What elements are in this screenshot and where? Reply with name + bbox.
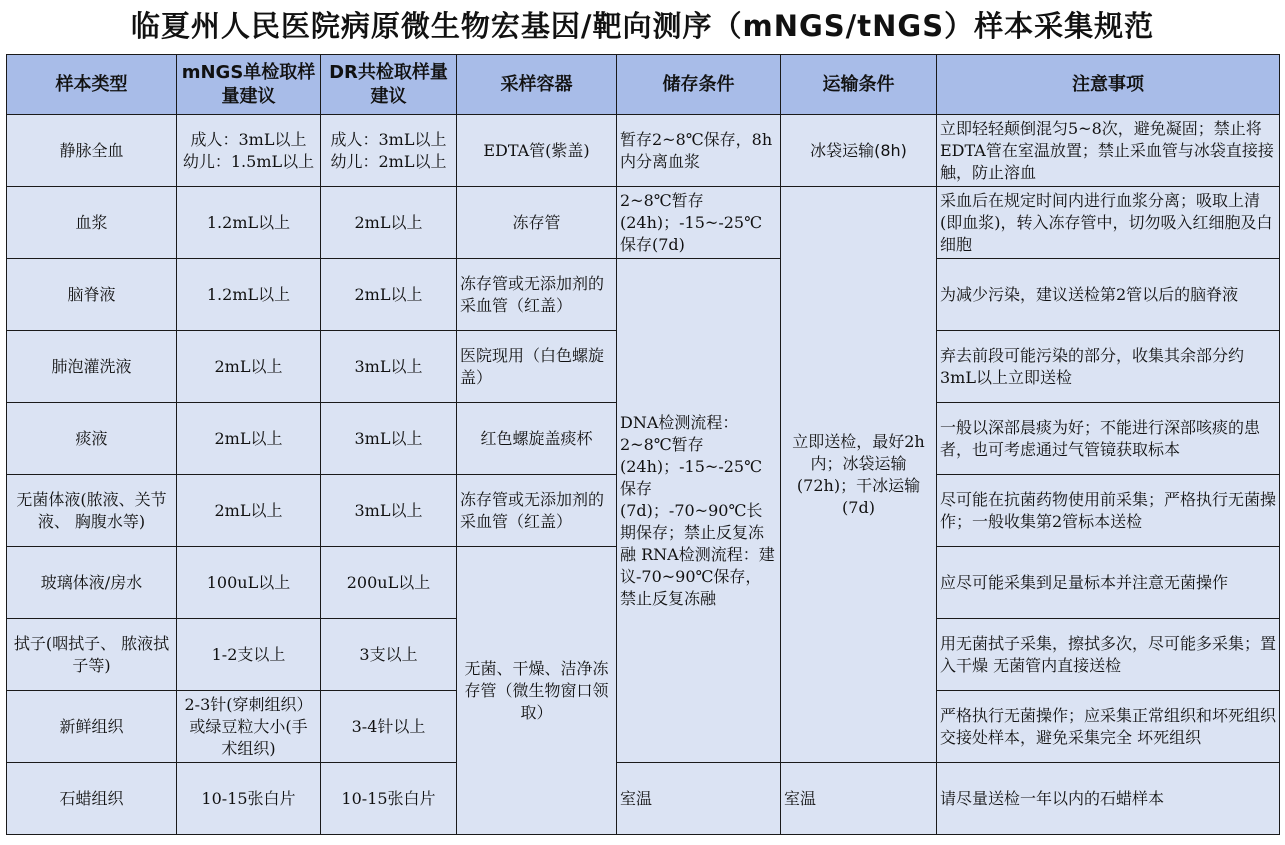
cell-container: EDTA管(紫盖) <box>457 115 617 187</box>
header-storage: 储存条件 <box>617 55 781 115</box>
table-row <box>7 115 1280 187</box>
cell-dr-volume: 2mL以上 <box>321 187 457 259</box>
cell-mngs-volume: 2mL以上 <box>177 331 321 403</box>
header-dr-volume: DR共检取样量建议 <box>321 55 457 115</box>
cell-dr-volume: 2mL以上 <box>321 259 457 331</box>
header-row <box>7 55 1280 115</box>
cell-mngs-volume: 2mL以上 <box>177 403 321 475</box>
cell-sample-type: 肺泡灌洗液 <box>7 331 177 403</box>
cell-container: 医院现用（白色螺旋盖） <box>457 331 617 403</box>
page-title: 临夏州人民医院病原微生物宏基因/靶向测序（mNGS/tNGS）样本采集规范 <box>130 9 1155 43</box>
cell-sample-type: 拭子(咽拭子、 脓液拭子等) <box>7 619 177 691</box>
cell-sample-type: 无菌体液(脓液、关节液、 胸腹水等) <box>7 475 177 547</box>
cell-notes: 请尽量送检一年以内的石蜡样本 <box>937 763 1280 835</box>
cell-mngs-volume: 成人：3mL以上 幼儿：1.5mL以上 <box>177 115 321 187</box>
cell-notes: 一般以深部晨痰为好；不能进行深部咳痰的患者，也可考虑通过气管镜获取标本 <box>937 403 1280 475</box>
cell-dr-volume: 成人：3mL以上 幼儿：2mL以上 <box>321 115 457 187</box>
cell-transport: 室温 <box>781 763 937 835</box>
cell-notes: 为减少污染，建议送检第2管以后的脑脊液 <box>937 259 1280 331</box>
sample-collection-table <box>6 54 1280 835</box>
cell-dr-volume: 3mL以上 <box>321 475 457 547</box>
cell-sample-type: 痰液 <box>7 403 177 475</box>
cell-storage: 2~8℃暂存(24h)；-15~-25℃保存(7d) <box>617 187 781 259</box>
cell-sample-type: 静脉全血 <box>7 115 177 187</box>
cell-mngs-volume: 100uL以上 <box>177 547 321 619</box>
header-container: 采样容器 <box>457 55 617 115</box>
cell-sample-type: 血浆 <box>7 187 177 259</box>
cell-mngs-volume: 10-15张白片 <box>177 763 321 835</box>
cell-dr-volume: 200uL以上 <box>321 547 457 619</box>
cell-sample-type: 新鲜组织 <box>7 691 177 763</box>
cell-storage-merged: DNA检测流程：2~8℃暂存(24h)；-15~-25℃保存(7d)；-70~90℃长期保存；禁止反复冻融 RNA检测流程：建议-70~90℃保存，禁止反复冻融 <box>617 259 781 763</box>
cell-notes: 应尽可能采集到足量标本并注意无菌操作 <box>937 547 1280 619</box>
cell-sample-type: 玻璃体液/房水 <box>7 547 177 619</box>
cell-mngs-volume: 2-3针(穿刺组织）或绿豆粒大小(手 术组织) <box>177 691 321 763</box>
cell-notes: 用无菌拭子采集，擦拭多次，尽可能多采集；置入干燥 无菌管内直接送检 <box>937 619 1280 691</box>
cell-storage: 室温 <box>617 763 781 835</box>
cell-container: 冻存管 <box>457 187 617 259</box>
table-row <box>7 187 1280 259</box>
cell-container: 红色螺旋盖痰杯 <box>457 403 617 475</box>
header-transport: 运输条件 <box>781 55 937 115</box>
cell-container: 冻存管或无添加剂的采血管（红盖） <box>457 259 617 331</box>
cell-storage: 暂存2~8℃保存，8h内分离血浆 <box>617 115 781 187</box>
header-notes: 注意事项 <box>937 55 1280 115</box>
cell-notes: 立即轻轻颠倒混匀5~8次，避免凝固；禁止将EDTA管在室温放置；禁止采血管与冰袋直接接触，防止溶血 <box>937 115 1280 187</box>
cell-dr-volume: 3支以上 <box>321 619 457 691</box>
cell-transport-merged: 立即送检，最好2h内；冰袋运输(72h)；干冰运输(7d) <box>781 187 937 763</box>
cell-sample-type: 脑脊液 <box>7 259 177 331</box>
header-mngs-volume: mNGS单检取样量建议 <box>177 55 321 115</box>
cell-mngs-volume: 2mL以上 <box>177 475 321 547</box>
cell-mngs-volume: 1.2mL以上 <box>177 259 321 331</box>
cell-sample-type: 石蜡组织 <box>7 763 177 835</box>
cell-dr-volume: 3-4针以上 <box>321 691 457 763</box>
cell-dr-volume: 3mL以上 <box>321 403 457 475</box>
cell-container-merged: 无菌、干燥、洁净冻存管（微生物窗口领取） <box>457 547 617 835</box>
cell-mngs-volume: 1.2mL以上 <box>177 187 321 259</box>
cell-notes: 尽可能在抗菌药物使用前采集；严格执行无菌操作；一般收集第2管标本送检 <box>937 475 1280 547</box>
cell-mngs-volume: 1-2支以上 <box>177 619 321 691</box>
table-row <box>7 763 1280 835</box>
cell-dr-volume: 3mL以上 <box>321 331 457 403</box>
cell-transport: 冰袋运输(8h) <box>781 115 937 187</box>
cell-container: 冻存管或无添加剂的采血管（红盖） <box>457 475 617 547</box>
header-sample-type: 样本类型 <box>7 55 177 115</box>
cell-notes: 采血后在规定时间内进行血浆分离；吸取上清(即血浆)，转入冻存管中，切勿吸入红细胞及白细胞 <box>937 187 1280 259</box>
table-row <box>7 259 1280 331</box>
cell-notes: 严格执行无菌操作；应采集正常组织和坏死组织交接处样本，避免采集完全 坏死组织 <box>937 691 1280 763</box>
cell-dr-volume: 10-15张白片 <box>321 763 457 835</box>
cell-notes: 弃去前段可能污染的部分，收集其余部分约3mL以上立即送检 <box>937 331 1280 403</box>
